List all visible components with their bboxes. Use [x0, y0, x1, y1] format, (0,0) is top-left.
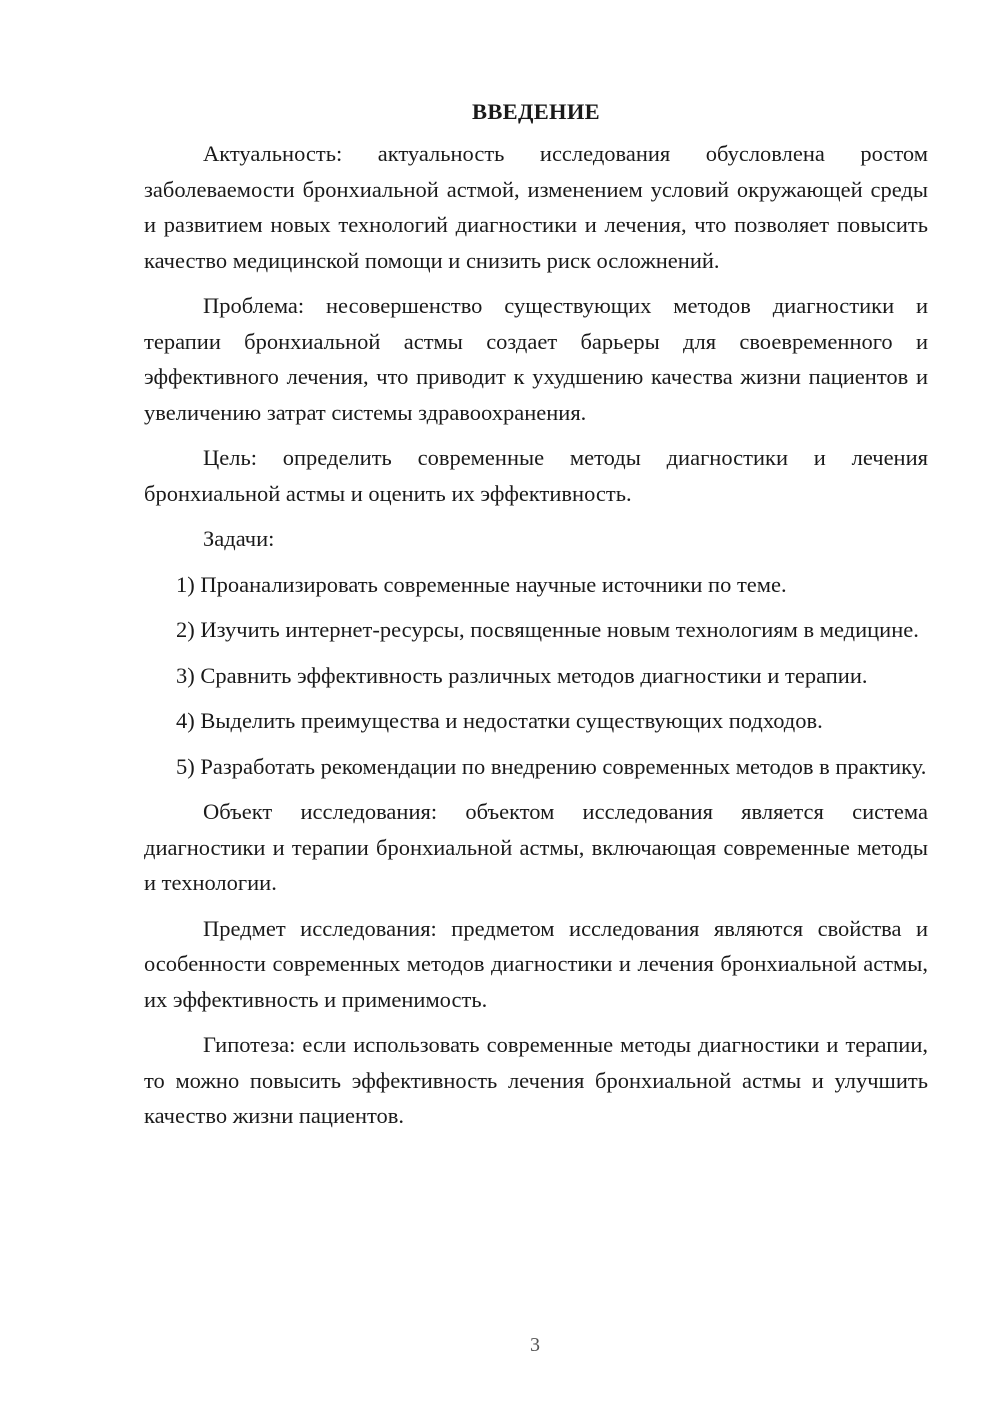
- page-number: 3: [530, 1334, 540, 1356]
- page-content: [144, 94, 928, 1144]
- paragraph-relevance: Актуальность: актуальность исследования обусловлена ростом заболеваемости бронхиальной астмой, изменением условий окружающей среды и развитием новых технологий диагностики и лечения, что позволяет повысить качество медицинской помощи и снизить риск осложнений.: [144, 141, 928, 273]
- task-item-3: 3) Сравнить эффективность различных методов диагностики и терапии.: [176, 662, 868, 688]
- task-item-4: 4) Выделить преимущества и недостатки существующих подходов.: [176, 708, 823, 733]
- paragraph-problem: Проблема: несовершенство существующих методов диагностики и терапии бронхиальной астмы создает барьеры для своевременного и эффективного лечения, что приводит к ухудшению качества жизни пациентов и увеличению затрат системы здравоохранения.: [144, 293, 928, 425]
- task-item-1: 1) Проанализировать современные научные источники по теме.: [176, 571, 787, 597]
- section-heading: ВВЕДЕНИЕ: [472, 99, 600, 124]
- paragraph-subject: Предмет исследования: предметом исследования являются свойства и особенности современных методов диагностики и лечения бронхиальной астмы, их эффективность и применимость.: [144, 915, 928, 1012]
- paragraph-object: Объект исследования: объектом исследования является система диагностики и терапии бронхиальной астмы, включающая современные методы и технологии.: [144, 799, 928, 895]
- paragraph-hypothesis: Гипотеза: если использовать современные методы диагностики и терапии, то можно повысить эффективность лечения бронхиальной астмы и улучшить качество жизни пациентов.: [144, 1032, 928, 1128]
- task-item-5: 5) Разработать рекомендации по внедрению современных методов в практику.: [176, 753, 927, 779]
- paragraph-goal: Цель: определить современные методы диагностики и лечения бронхиальной астмы и оценить их эффективность.: [144, 445, 928, 506]
- task-item-2: 2) Изучить интернет-ресурсы, посвященные новым технологиям в медицине.: [176, 617, 919, 642]
- tasks-title: Задачи:: [203, 526, 275, 551]
